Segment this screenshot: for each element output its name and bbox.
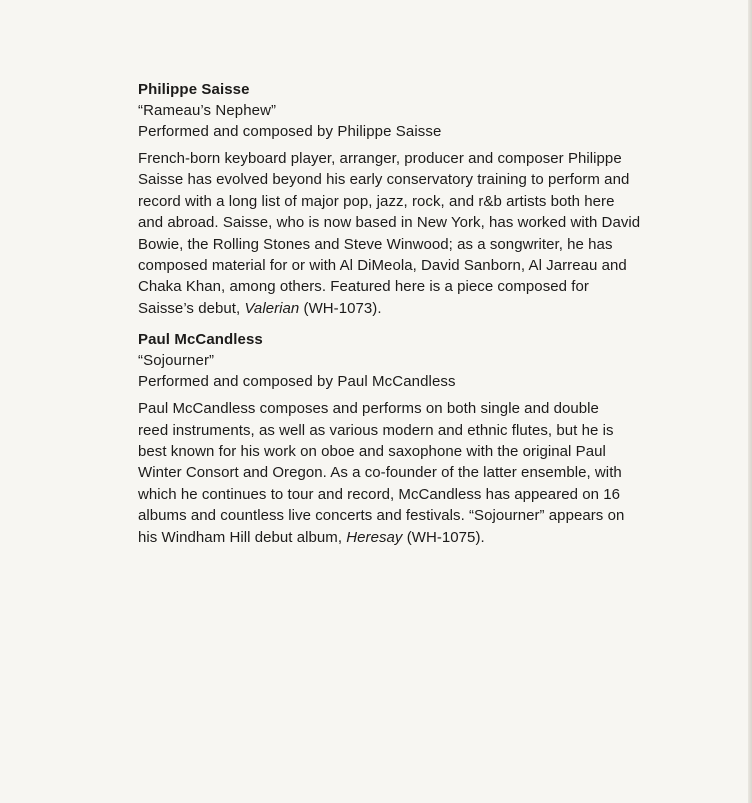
bio-line: and abroad. Saisse, who is now based in New York, has worked with David	[138, 214, 641, 232]
bio-line: Chaka Khan, among others. Featured here is a piece composed for	[138, 278, 589, 296]
artist-entry	[138, 329, 728, 548]
track-credit: Performed and composed by Paul McCandless	[138, 373, 456, 391]
catalog-number: (WH-1073).	[299, 299, 382, 317]
album-title: Valerian	[244, 299, 300, 317]
catalog-number: (WH-1075).	[402, 528, 485, 546]
bio-line: best known for his work on oboe and saxophone with the original Paul	[138, 443, 606, 461]
bio-line: Winter Consort and Oregon. As a co-founder of the latter ensemble, with	[138, 464, 622, 482]
bio-line: Saisse has evolved beyond his early conservatory training to perform and	[138, 171, 630, 189]
bio-text: Saisse’s debut,	[138, 299, 245, 317]
artist-name: Paul McCandless	[138, 331, 263, 349]
bio-line: albums and countless live concerts and festivals. “Sojourner” appears on	[138, 507, 625, 525]
bio-line: Bowie, the Rolling Stones and Steve Winwood; as a songwriter, he has	[138, 235, 613, 253]
track-credit: Performed and composed by Philippe Saisse	[138, 123, 442, 140]
bio-line-last	[138, 527, 728, 548]
bio-text: his Windham Hill debut album,	[138, 528, 347, 546]
artist-name: Philippe Saisse	[138, 81, 250, 98]
bio-line: Paul McCandless composes and performs on both single and double	[138, 400, 599, 418]
track-title: “Sojourner”	[138, 352, 215, 370]
artist-bio	[138, 398, 728, 548]
bio-line-last	[138, 298, 728, 319]
album-title: Heresay	[346, 528, 403, 546]
bio-line: French-born keyboard player, arranger, producer and composer Philippe	[138, 150, 622, 167]
page-edge	[748, 0, 752, 803]
artist-bio	[138, 148, 728, 319]
bio-line: which he continues to tour and record, McCandless has appeared on 16	[138, 485, 621, 503]
track-title: “Rameau’s Nephew”	[138, 102, 277, 119]
bio-line: composed material for or with Al DiMeola, David Sanborn, Al Jarreau and	[138, 257, 627, 275]
bio-line: reed instruments, as well as various modern and ethnic flutes, but he is	[138, 421, 614, 439]
bio-line: record with a long list of major pop, jazz, rock, and r&b artists both here	[138, 192, 615, 210]
liner-notes-content	[138, 79, 728, 548]
artist-entry	[138, 79, 728, 319]
